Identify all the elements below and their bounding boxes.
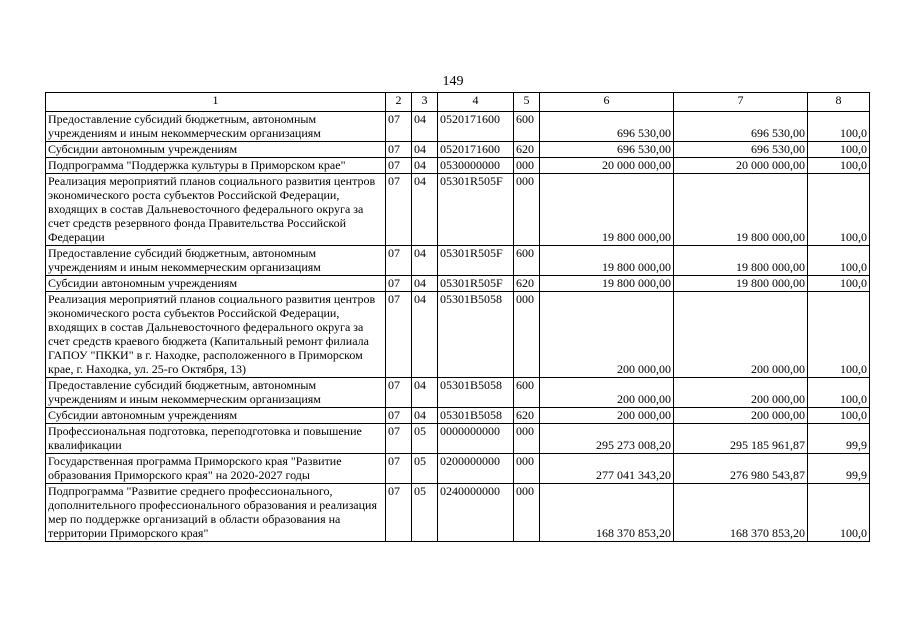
- planned-amount-cell: 19 800 000,00: [540, 174, 674, 246]
- subsection-code-cell: 04: [412, 246, 438, 276]
- section-code-cell: 07: [386, 292, 412, 378]
- target-article-cell: 05301B5058: [438, 292, 514, 378]
- execution-percent-cell: 100,0: [808, 484, 870, 542]
- section-code-cell: 07: [386, 112, 412, 142]
- column-header: 2: [386, 93, 412, 112]
- subsection-code-cell: 04: [412, 112, 438, 142]
- executed-amount-cell: 20 000 000,00: [674, 158, 808, 174]
- header-row: [46, 93, 870, 112]
- column-header: 3: [412, 93, 438, 112]
- executed-amount-cell: 295 185 961,87: [674, 424, 808, 454]
- column-header: 4: [438, 93, 514, 112]
- execution-percent-cell: 99,9: [808, 454, 870, 484]
- expense-type-cell: 600: [514, 112, 540, 142]
- planned-amount-cell: 19 800 000,00: [540, 276, 674, 292]
- execution-percent-cell: 100,0: [808, 112, 870, 142]
- row-name-cell: Государственная программа Приморского края "Развитие образования Приморского края" на 2020-2027 годы: [46, 454, 386, 484]
- planned-amount-cell: 200 000,00: [540, 378, 674, 408]
- section-code-cell: 07: [386, 454, 412, 484]
- row-name-cell: Подпрограмма "Развитие среднего профессионального, дополнительного профессионального образования и реализация мер по поддержке организаций в области образования на территории Приморского края": [46, 484, 386, 542]
- execution-percent-cell: 100,0: [808, 378, 870, 408]
- row-name-cell: Субсидии автономным учреждениям: [46, 408, 386, 424]
- executed-amount-cell: 200 000,00: [674, 378, 808, 408]
- table-row: [46, 112, 870, 142]
- expense-type-cell: 000: [514, 158, 540, 174]
- target-article-cell: 05301R505F: [438, 174, 514, 246]
- section-code-cell: 07: [386, 484, 412, 542]
- target-article-cell: 0520171600: [438, 112, 514, 142]
- execution-percent-cell: 100,0: [808, 158, 870, 174]
- planned-amount-cell: 20 000 000,00: [540, 158, 674, 174]
- expense-type-cell: 000: [514, 484, 540, 542]
- execution-percent-cell: 100,0: [808, 174, 870, 246]
- table-row: [46, 276, 870, 292]
- execution-percent-cell: 100,0: [808, 246, 870, 276]
- row-name-cell: Подпрограмма "Поддержка культуры в Приморском крае": [46, 158, 386, 174]
- planned-amount-cell: 168 370 853,20: [540, 484, 674, 542]
- subsection-code-cell: 04: [412, 276, 438, 292]
- table-row: [46, 378, 870, 408]
- execution-percent-cell: 100,0: [808, 408, 870, 424]
- executed-amount-cell: 200 000,00: [674, 292, 808, 378]
- executed-amount-cell: 19 800 000,00: [674, 174, 808, 246]
- execution-percent-cell: 99,9: [808, 424, 870, 454]
- row-name-cell: Субсидии автономным учреждениям: [46, 276, 386, 292]
- table-row: [46, 424, 870, 454]
- column-header: 5: [514, 93, 540, 112]
- subsection-code-cell: 05: [412, 484, 438, 542]
- target-article-cell: 05301R505F: [438, 276, 514, 292]
- expense-type-cell: 620: [514, 142, 540, 158]
- planned-amount-cell: 295 273 008,20: [540, 424, 674, 454]
- expense-type-cell: 600: [514, 246, 540, 276]
- table-row: [46, 142, 870, 158]
- executed-amount-cell: 19 800 000,00: [674, 276, 808, 292]
- execution-percent-cell: 100,0: [808, 142, 870, 158]
- subsection-code-cell: 05: [412, 424, 438, 454]
- expense-type-cell: 600: [514, 378, 540, 408]
- planned-amount-cell: 200 000,00: [540, 408, 674, 424]
- executed-amount-cell: 200 000,00: [674, 408, 808, 424]
- section-code-cell: 07: [386, 142, 412, 158]
- executed-amount-cell: 696 530,00: [674, 112, 808, 142]
- target-article-cell: 05301R505F: [438, 246, 514, 276]
- planned-amount-cell: 19 800 000,00: [540, 246, 674, 276]
- target-article-cell: 0200000000: [438, 454, 514, 484]
- row-name-cell: Предоставление субсидий бюджетным, автономным учреждениям и иным некоммерческим организациям: [46, 112, 386, 142]
- row-name-cell: Реализация мероприятий планов социального развития центров экономического роста субъектов Российской Федерации, входящих в состав Дальневосточного федерального округа за счет средств резервного фонда Правительства Российской Федерации: [46, 174, 386, 246]
- planned-amount-cell: 696 530,00: [540, 112, 674, 142]
- planned-amount-cell: 200 000,00: [540, 292, 674, 378]
- section-code-cell: 07: [386, 378, 412, 408]
- section-code-cell: 07: [386, 424, 412, 454]
- execution-percent-cell: 100,0: [808, 276, 870, 292]
- target-article-cell: 05301B5058: [438, 378, 514, 408]
- subsection-code-cell: 04: [412, 158, 438, 174]
- executed-amount-cell: 696 530,00: [674, 142, 808, 158]
- expense-type-cell: 620: [514, 276, 540, 292]
- executed-amount-cell: 276 980 543,87: [674, 454, 808, 484]
- subsection-code-cell: 04: [412, 292, 438, 378]
- page-number: 149: [442, 74, 464, 89]
- planned-amount-cell: 696 530,00: [540, 142, 674, 158]
- table-row: [46, 484, 870, 542]
- column-header: 6: [540, 93, 674, 112]
- expense-type-cell: 620: [514, 408, 540, 424]
- target-article-cell: 0530000000: [438, 158, 514, 174]
- executed-amount-cell: 19 800 000,00: [674, 246, 808, 276]
- subsection-code-cell: 04: [412, 408, 438, 424]
- subsection-code-cell: 04: [412, 378, 438, 408]
- section-code-cell: 07: [386, 174, 412, 246]
- execution-percent-cell: 100,0: [808, 292, 870, 378]
- section-code-cell: 07: [386, 408, 412, 424]
- row-name-cell: Субсидии автономным учреждениям: [46, 142, 386, 158]
- subsection-code-cell: 04: [412, 142, 438, 158]
- table-row: [46, 158, 870, 174]
- column-header: 8: [808, 93, 870, 112]
- section-code-cell: 07: [386, 246, 412, 276]
- section-code-cell: 07: [386, 276, 412, 292]
- planned-amount-cell: 277 041 343,20: [540, 454, 674, 484]
- table-row: [46, 408, 870, 424]
- target-article-cell: 05301B5058: [438, 408, 514, 424]
- row-name-cell: Реализация мероприятий планов социального развития центров экономического роста субъектов Российской Федерации, входящих в состав Дальневосточного федерального округа за счет средств краевого бюджета (Капитальный ремонт филиала ГАПОУ "ПККИ" в г. Находке, расположенного в Приморском крае, г. Находка, ул. 25-го Октября, 13): [46, 292, 386, 378]
- expense-type-cell: 000: [514, 292, 540, 378]
- expense-type-cell: 000: [514, 424, 540, 454]
- table-row: [46, 454, 870, 484]
- expense-type-cell: 000: [514, 454, 540, 484]
- section-code-cell: 07: [386, 158, 412, 174]
- column-header: 1: [46, 93, 386, 112]
- executed-amount-cell: 168 370 853,20: [674, 484, 808, 542]
- expense-type-cell: 000: [514, 174, 540, 246]
- subsection-code-cell: 05: [412, 454, 438, 484]
- row-name-cell: Профессиональная подготовка, переподготовка и повышение квалификации: [46, 424, 386, 454]
- table-row: [46, 292, 870, 378]
- row-name-cell: Предоставление субсидий бюджетным, автономным учреждениям и иным некоммерческим организациям: [46, 378, 386, 408]
- target-article-cell: 0240000000: [438, 484, 514, 542]
- subsection-code-cell: 04: [412, 174, 438, 246]
- column-header: 7: [674, 93, 808, 112]
- budget-table: [45, 92, 870, 542]
- target-article-cell: 0000000000: [438, 424, 514, 454]
- row-name-cell: Предоставление субсидий бюджетным, автономным учреждениям и иным некоммерческим организациям: [46, 246, 386, 276]
- target-article-cell: 0520171600: [438, 142, 514, 158]
- table-row: [46, 174, 870, 246]
- table-row: [46, 246, 870, 276]
